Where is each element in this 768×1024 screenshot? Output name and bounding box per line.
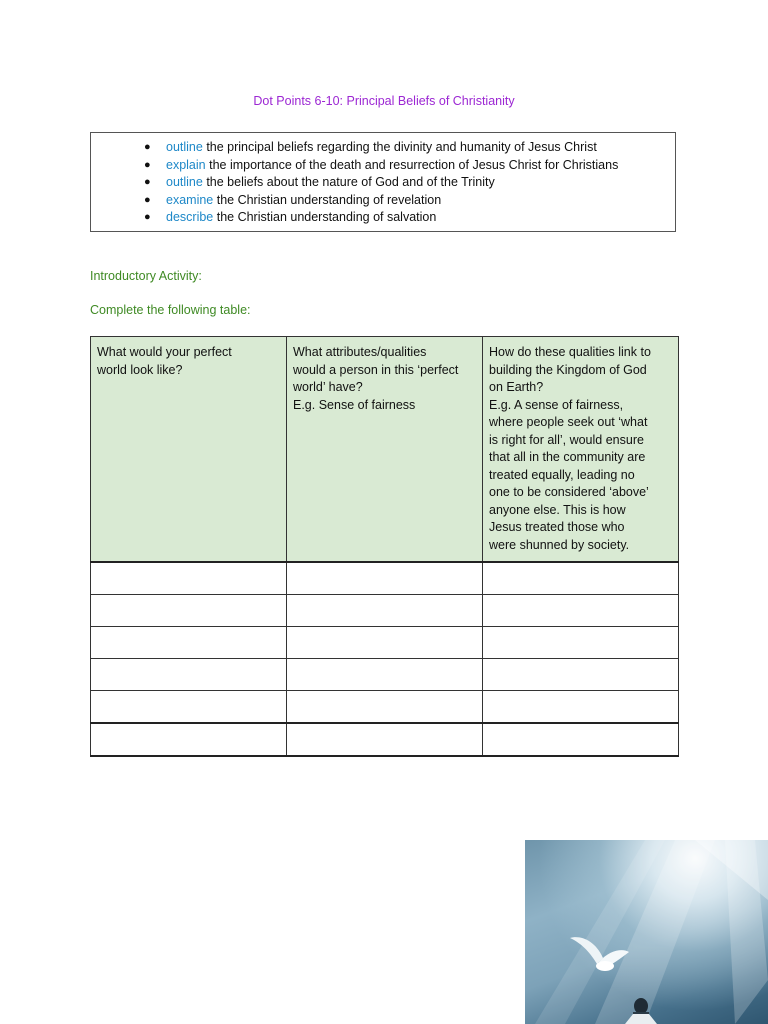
table-row bbox=[91, 723, 679, 756]
header-line: Jesus treated those who bbox=[489, 520, 625, 534]
answer-cell[interactable] bbox=[91, 595, 287, 627]
objectives-list bbox=[91, 133, 675, 227]
header-line: world look like? bbox=[97, 362, 183, 377]
header-line: that all in the community are bbox=[489, 450, 646, 464]
answer-cell[interactable] bbox=[287, 691, 483, 724]
answer-cell[interactable] bbox=[287, 723, 483, 756]
header-line: where people seek out ‘what bbox=[489, 415, 648, 429]
objective-item bbox=[91, 209, 675, 227]
bullet-icon: ● bbox=[144, 193, 151, 206]
answer-cell[interactable] bbox=[483, 627, 679, 659]
bullet-icon: ● bbox=[144, 211, 151, 223]
intro-heading: Introductory Activity: bbox=[90, 269, 202, 283]
objective-verb: outline bbox=[166, 140, 203, 154]
bullet-icon: ● bbox=[144, 158, 151, 171]
answer-cell[interactable] bbox=[483, 659, 679, 691]
objective-text: the Christian understanding of salvation bbox=[213, 210, 437, 224]
header-kingdom-link bbox=[483, 337, 679, 563]
objective-text: the Christian understanding of revelation bbox=[213, 192, 442, 207]
answer-cell[interactable] bbox=[483, 691, 679, 724]
table-body bbox=[91, 562, 679, 756]
objective-item bbox=[91, 157, 675, 175]
objective-item bbox=[91, 174, 675, 192]
activity-table bbox=[90, 336, 679, 757]
photo-illustration bbox=[525, 840, 768, 1024]
objective-verb: describe bbox=[166, 210, 214, 224]
objective-text: the importance of the death and resurrection of Jesus Christ for Christians bbox=[205, 157, 619, 172]
answer-cell[interactable] bbox=[287, 562, 483, 595]
dove-light-rays-image bbox=[525, 840, 768, 1024]
header-line: What would your perfect bbox=[97, 345, 232, 359]
table-row bbox=[91, 627, 679, 659]
page-title: Dot Points 6-10: Principal Beliefs of Christianity bbox=[253, 94, 515, 108]
objective-verb: outline bbox=[166, 175, 203, 189]
header-line: world’ have? bbox=[293, 380, 363, 394]
objective-text: the principal beliefs regarding the divinity and humanity of Jesus Christ bbox=[202, 140, 597, 154]
objective-item bbox=[91, 139, 675, 157]
header-line: treated equally, leading no bbox=[489, 467, 635, 482]
header-line: anyone else. This is how bbox=[489, 502, 626, 517]
header-line: E.g. Sense of fairness bbox=[293, 397, 416, 412]
table-row bbox=[91, 691, 679, 724]
answer-cell[interactable] bbox=[287, 627, 483, 659]
answer-cell[interactable] bbox=[91, 659, 287, 691]
table-header-row bbox=[91, 337, 679, 563]
table-row bbox=[91, 659, 679, 691]
header-line: on Earth? bbox=[489, 380, 544, 394]
header-line: is right for all’, would ensure bbox=[489, 432, 644, 447]
header-line: would a person in this ‘perfect bbox=[293, 362, 459, 377]
header-line: one to be considered ‘above’ bbox=[489, 485, 649, 499]
answer-cell[interactable] bbox=[483, 562, 679, 595]
answer-cell[interactable] bbox=[483, 723, 679, 756]
header-line: How do these qualities link to bbox=[489, 345, 651, 359]
answer-cell[interactable] bbox=[91, 723, 287, 756]
answer-cell[interactable] bbox=[91, 691, 287, 724]
objectives-box bbox=[90, 132, 676, 232]
objective-verb: explain bbox=[166, 157, 206, 172]
answer-cell[interactable] bbox=[91, 627, 287, 659]
header-line: were shunned by society. bbox=[489, 537, 630, 552]
answer-cell[interactable] bbox=[287, 659, 483, 691]
bullet-icon: ● bbox=[144, 176, 151, 188]
objective-text: the beliefs about the nature of God and of the Trinity bbox=[202, 175, 495, 189]
answer-cell[interactable] bbox=[287, 595, 483, 627]
table-row bbox=[91, 562, 679, 595]
answer-cell[interactable] bbox=[483, 595, 679, 627]
intro-instruction: Complete the following table: bbox=[90, 303, 251, 317]
header-line: building the Kingdom of God bbox=[489, 362, 647, 377]
objective-item bbox=[91, 192, 675, 210]
bullet-icon: ● bbox=[144, 141, 151, 153]
answer-cell[interactable] bbox=[91, 562, 287, 595]
header-perfect-world bbox=[91, 337, 287, 563]
objective-verb: examine bbox=[166, 192, 214, 207]
header-attributes-qualities bbox=[287, 337, 483, 563]
header-line: E.g. A sense of fairness, bbox=[489, 397, 624, 412]
header-line: What attributes/qualities bbox=[293, 345, 427, 359]
table-row bbox=[91, 595, 679, 627]
